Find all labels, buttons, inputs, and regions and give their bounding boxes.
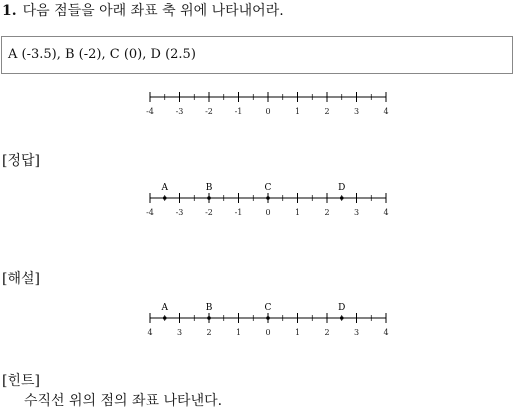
tick-label: 0 — [265, 208, 271, 217]
question-text: 다음 점들을 아래 좌표 축 위에 나타내어라. — [22, 3, 284, 19]
tick-label: 4 — [383, 328, 389, 337]
number-line-explanation — [0, 298, 518, 342]
tick-label: -2 — [205, 208, 213, 217]
tick-label: 0 — [265, 107, 271, 116]
tick-label: 2 — [324, 208, 330, 217]
tick-label: -4 — [146, 208, 154, 217]
point-a-label: A — [161, 183, 168, 193]
tick-label: 4 — [147, 328, 153, 337]
answer-box — [1, 36, 513, 74]
section-label-answer: [정답] — [2, 153, 40, 169]
point-d-label: D — [338, 183, 346, 193]
section-label-explanation: [해설] — [2, 271, 40, 287]
point-b-label: B — [205, 303, 213, 313]
tick-label: 3 — [353, 107, 360, 116]
points-text: A (-3.5), B (-2), C (0), D (2.5) — [8, 47, 196, 62]
point-c-label: C — [264, 303, 272, 313]
tick-label: 2 — [206, 328, 212, 337]
point-c-dot — [266, 196, 270, 200]
tick-label: 0 — [265, 328, 271, 337]
tick-label: 1 — [294, 107, 301, 116]
tick-label: 2 — [324, 328, 330, 337]
point-d-dot — [340, 196, 344, 200]
tick-label: 4 — [383, 208, 389, 217]
point-d-label: D — [338, 303, 346, 313]
number-line-answer — [0, 178, 518, 222]
point-b-dot — [207, 196, 211, 200]
point-a-label: A — [161, 303, 168, 313]
tick-label: -3 — [175, 208, 184, 217]
point-b-dot — [207, 316, 211, 320]
question — [2, 0, 284, 20]
tick-label: 3 — [353, 208, 360, 217]
tick-label: -3 — [175, 107, 184, 116]
point-c-dot — [266, 316, 270, 320]
point-c-label: C — [264, 183, 272, 193]
tick-label: 3 — [353, 328, 360, 337]
tick-label: 1 — [235, 328, 242, 337]
hint-text: 수직선 위의 점의 좌표 나타낸다. — [24, 393, 223, 409]
number-line-problem — [0, 86, 518, 122]
section-label-hint: [힌트] — [2, 373, 40, 389]
question-number: 1. — [2, 3, 17, 19]
point-d-dot — [340, 316, 344, 320]
tick-label: 3 — [176, 328, 183, 337]
tick-label: 4 — [383, 107, 389, 116]
point-b-label: B — [205, 183, 213, 193]
tick-label: 1 — [294, 208, 301, 217]
tick-label: -1 — [234, 107, 243, 116]
tick-label: -1 — [234, 208, 243, 217]
point-a-dot — [163, 316, 167, 320]
tick-label: 1 — [294, 328, 301, 337]
tick-label: -4 — [146, 107, 154, 116]
point-a-dot — [163, 196, 167, 200]
tick-label: -2 — [205, 107, 213, 116]
tick-label: 2 — [324, 107, 330, 116]
